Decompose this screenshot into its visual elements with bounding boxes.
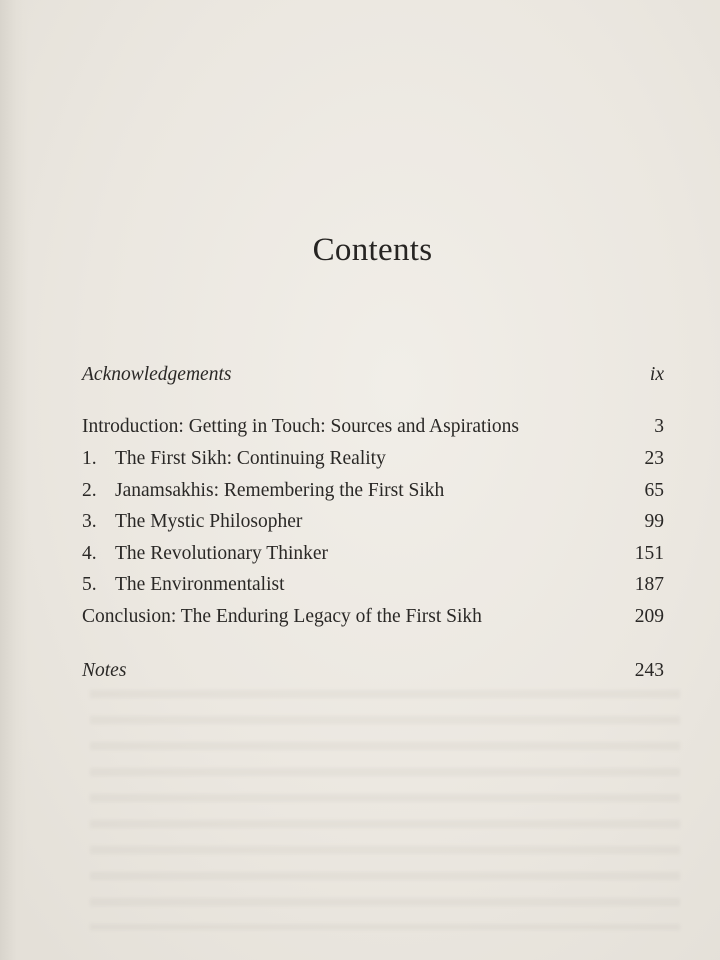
toc-entry-title: Janamsakhis: Remembering the First Sikh (115, 480, 445, 501)
toc-entry-title: The Mystic Philosopher (115, 511, 303, 532)
toc-entry-title: The First Sikh: Continuing Reality (115, 448, 386, 469)
toc-entry-page: 243 (634, 660, 664, 681)
toc-entry-page: 209 (634, 606, 664, 627)
chapter-number: 4. (82, 543, 97, 564)
toc-entry-notes (82, 657, 664, 685)
chapter-number: 5. (82, 574, 97, 595)
contents-heading: Contents (312, 232, 433, 268)
toc-entry-title: Notes (82, 660, 127, 681)
toc-entry-chapter-4 (82, 540, 664, 568)
toc-entry-page: 3 (654, 416, 664, 437)
toc-entry-page: 151 (634, 543, 664, 564)
toc-entry-page: ix (649, 364, 664, 385)
toc-entry-chapter-5 (82, 571, 664, 599)
toc-entry-page: 187 (634, 574, 664, 595)
toc-entry-page: 65 (644, 480, 664, 501)
toc-entry-acknowledgements (82, 361, 664, 389)
page-gutter-shadow (0, 0, 28, 960)
toc-entry-title: Introduction: Getting in Touch: Sources and Aspirations (82, 416, 519, 437)
toc-entry-chapter-1 (82, 445, 664, 473)
chapter-number: 3. (82, 511, 97, 532)
toc-entry-chapter-3 (82, 508, 664, 536)
toc-entry-introduction (82, 413, 664, 441)
toc-entry-chapter-2 (82, 477, 664, 505)
toc-entry-title: The Revolutionary Thinker (115, 543, 329, 564)
toc-entry-title: Conclusion: The Enduring Legacy of the First Sikh (82, 606, 482, 627)
toc-entry-title: The Environmentalist (115, 574, 285, 595)
toc-entry-title: Acknowledgements (82, 364, 232, 385)
show-through-text (90, 690, 680, 930)
chapter-number: 2. (82, 480, 97, 501)
toc-entry-page: 99 (644, 511, 664, 532)
chapter-number: 1. (82, 448, 97, 469)
toc-entry-page: 23 (644, 448, 664, 469)
toc-entry-conclusion (82, 603, 664, 631)
